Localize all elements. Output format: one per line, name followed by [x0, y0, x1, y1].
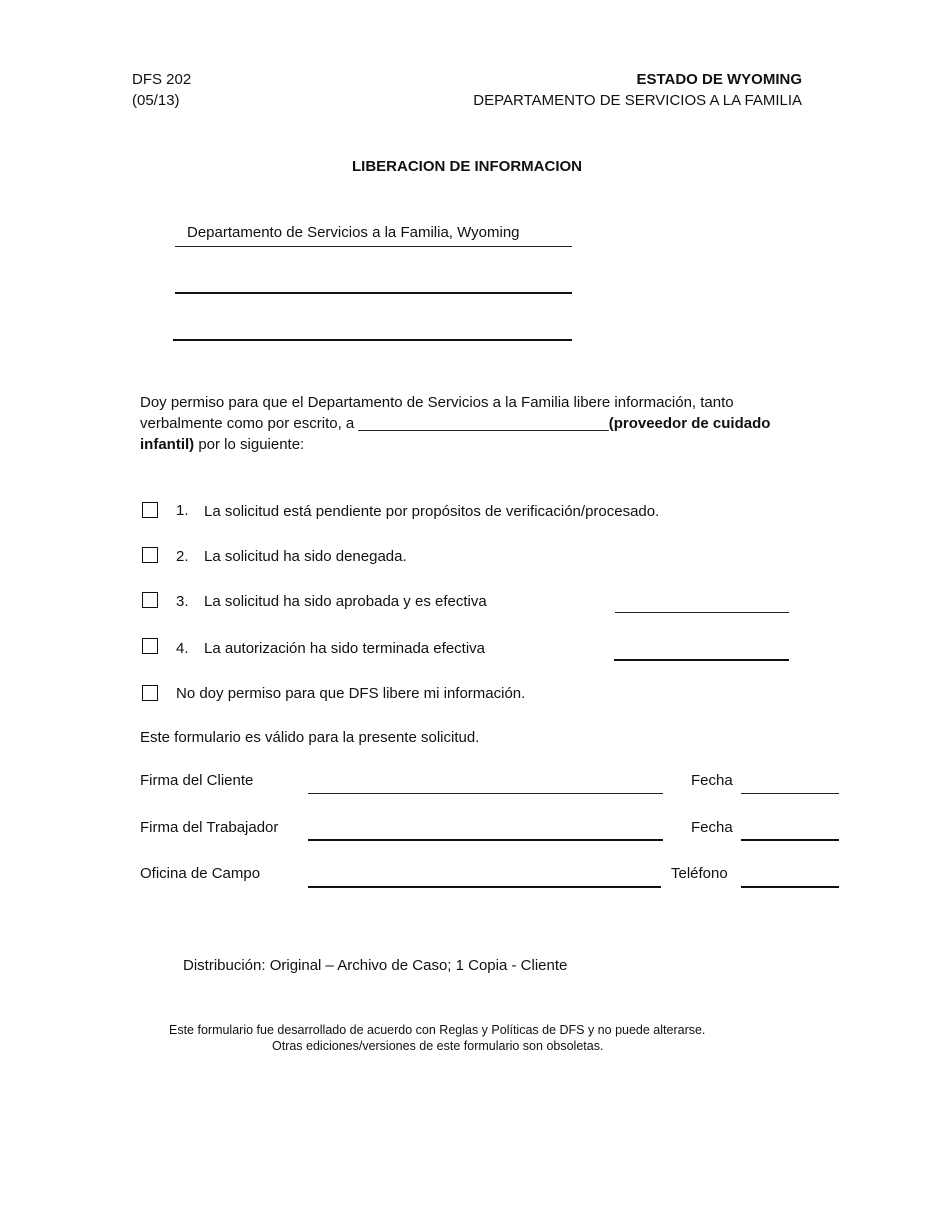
option-1-label: La solicitud está pendiente por propósitos de verificación/procesado. [204, 503, 660, 520]
option-3-checkbox[interactable] [142, 592, 158, 608]
phone-line[interactable] [741, 886, 839, 888]
field-office-label: Oficina de Campo [140, 865, 261, 882]
option-1-number: 1. [176, 502, 189, 519]
option-4-number: 4. [176, 640, 189, 657]
option-2-checkbox[interactable] [142, 547, 158, 563]
client-signature-line[interactable] [308, 793, 663, 794]
department-name: DEPARTAMENTO DE SERVICIOS A LA FAMILIA [473, 92, 802, 109]
client-date-line[interactable] [741, 793, 839, 794]
worker-date-label: Fecha [691, 819, 733, 836]
option-3-label: La solicitud ha sido aprobada y es efectiva [204, 593, 487, 610]
client-date-label: Fecha [691, 772, 733, 789]
permission-paragraph [140, 392, 800, 455]
option-1-checkbox[interactable] [142, 502, 158, 518]
form-date: (05/13) [132, 92, 180, 109]
option-4-label: La autorización ha sido terminada efectiva [204, 640, 486, 657]
agency-field-value: Departamento de Servicios a la Familia, Wyoming [187, 224, 520, 241]
footer-line-1: Este formulario fue desarrollado de acuerdo con Reglas y Políticas de DFS y no puede alterarse. [169, 1023, 706, 1037]
validity-statement: Este formulario es válido para la presente solicitud. [140, 729, 480, 746]
option-deny-checkbox[interactable] [142, 685, 158, 701]
agency-field-line-1[interactable] [175, 246, 572, 247]
client-signature-label: Firma del Cliente [140, 772, 254, 789]
distribution-note: Distribución: Original – Archivo de Caso; 1 Copia - Cliente [183, 957, 568, 974]
state-name: ESTADO DE WYOMING [636, 71, 802, 88]
agency-field-line-2[interactable] [175, 292, 572, 294]
option-deny-label: No doy permiso para que DFS libere mi información. [176, 685, 526, 702]
footer-line-2: Otras ediciones/versiones de este formulario son obsoletas. [272, 1039, 604, 1053]
worker-signature-line[interactable] [308, 839, 663, 841]
option-3-number: 3. [176, 593, 189, 610]
permission-text: Doy permiso para que el Departamento de Servicios a la Familia libere información, tanto verbalmente como por escrito, a ______________________________ [140, 394, 734, 432]
form-number: DFS 202 [132, 71, 192, 88]
phone-label: Teléfono [671, 865, 728, 882]
permission-text-end: por lo siguiente: [194, 436, 305, 453]
worker-signature-label: Firma del Trabajador [140, 819, 279, 836]
option-3-date-line[interactable] [615, 612, 789, 613]
option-4-checkbox[interactable] [142, 638, 158, 654]
option-4-date-line[interactable] [614, 659, 789, 661]
option-2-number: 2. [176, 548, 189, 565]
worker-date-line[interactable] [741, 839, 839, 841]
agency-field-line-3[interactable] [173, 339, 572, 341]
option-2-label: La solicitud ha sido denegada. [204, 548, 407, 565]
field-office-line[interactable] [308, 886, 661, 888]
provider-label: (proveedor de cuidado infantil) [140, 415, 771, 453]
page-title: LIBERACION DE INFORMACION [352, 158, 582, 175]
